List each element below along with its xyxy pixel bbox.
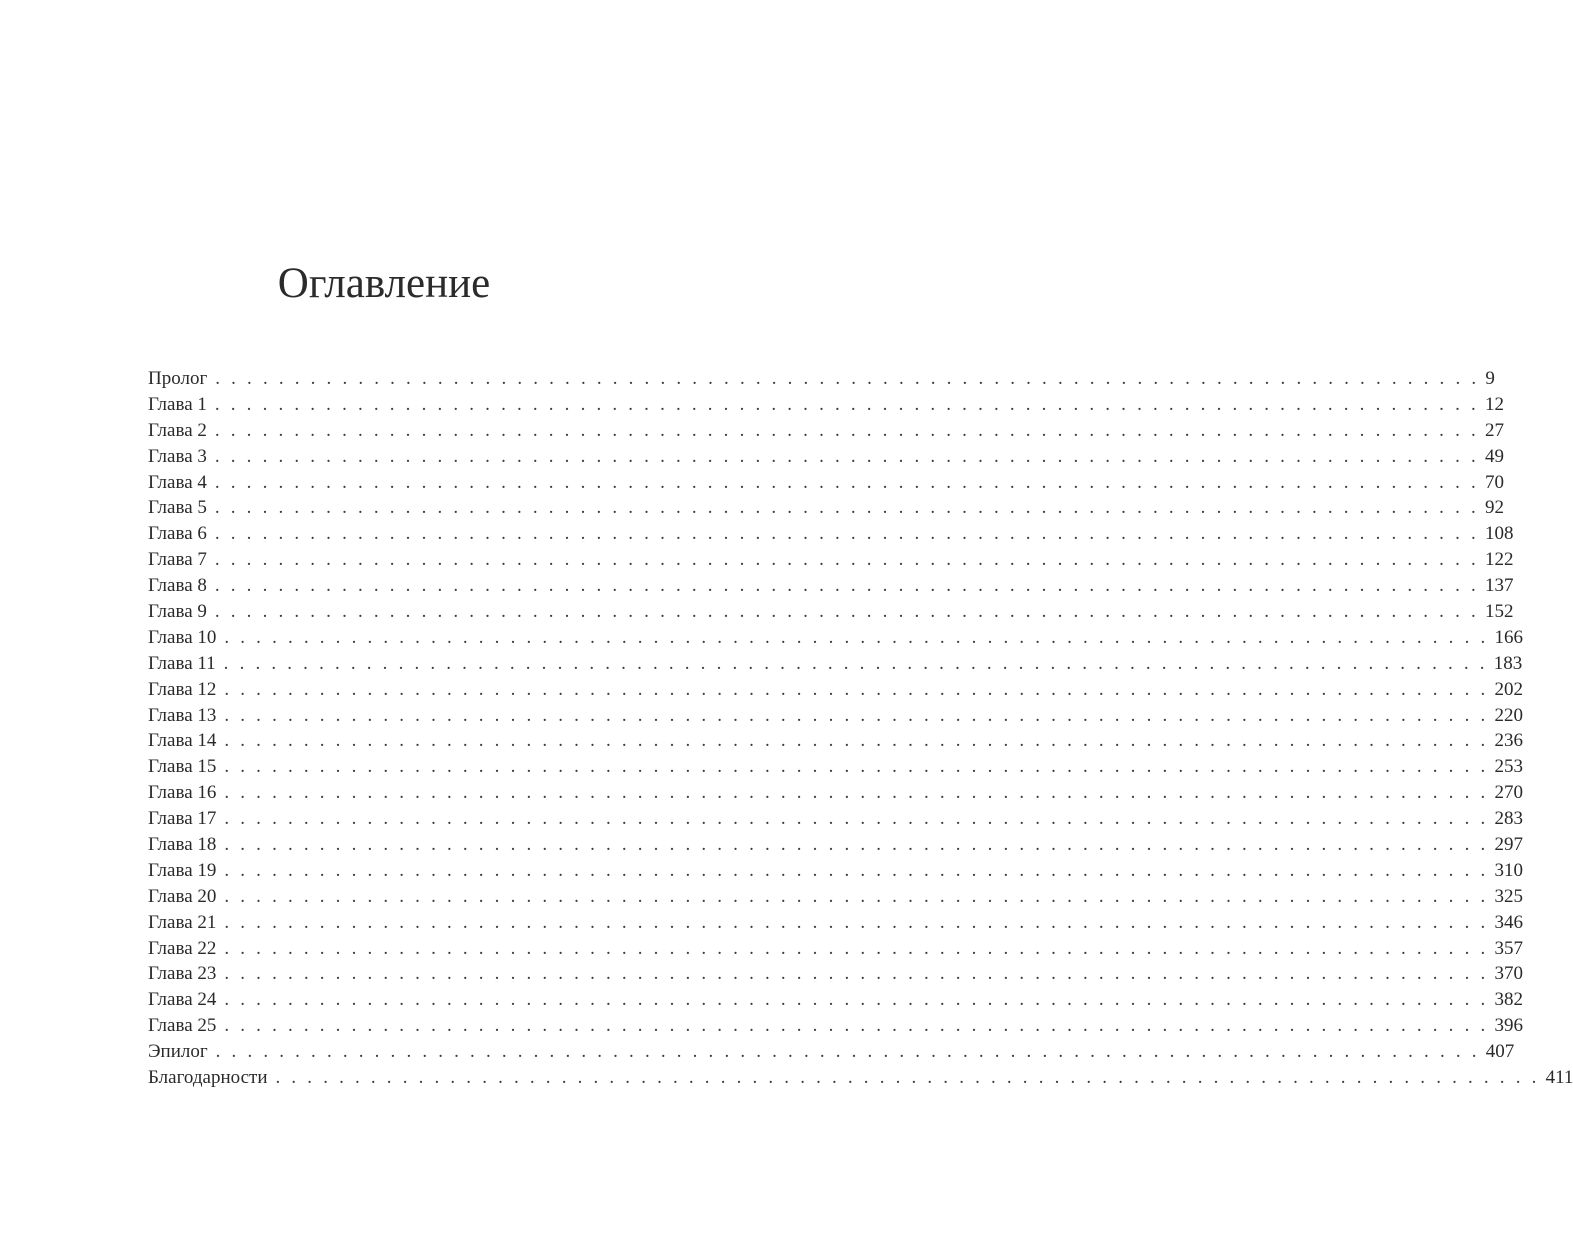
toc-entry xyxy=(148,858,1523,884)
toc-entry xyxy=(148,754,1523,780)
toc-dot-leader: . . . . . . . . . . . . . . . . . . . . . . . . . . . . . . . . . . . . . . . . . . . . . . . . . . . . . . . . . . . . . . . . . . . . . . . . . . . . . . . . xyxy=(224,1015,1489,1037)
toc-entry-label: Глава 2 xyxy=(148,419,207,441)
toc-entry-page-number: 325 xyxy=(1494,885,1523,907)
toc-entry xyxy=(148,392,1504,418)
toc-entry-label: Глава 22 xyxy=(148,937,217,959)
toc-entry-page-number: 108 xyxy=(1484,523,1514,545)
toc-entry xyxy=(148,573,1514,599)
toc-dot-leader: . . . . . . . . . . . . . . . . . . . . . . . . . . . . . . . . . . . . . . . . . . . . . . . . . . . . . . . . . . . . . . . . . . . . . . . . . . . . . . . . xyxy=(214,601,1479,623)
toc-dot-leader: . . . . . . . . . . . . . . . . . . . . . . . . . . . . . . . . . . . . . . . . . . . . . . . . . . . . . . . . . . . . . . . . . . . . . . . . . . . . . . . . xyxy=(224,808,1489,830)
toc-dot-leader: . . . . . . . . . . . . . . . . . . . . . . . . . . . . . . . . . . . . . . . . . . . . . . . . . . . . . . . . . . . . . . . . . . . . . . . . . . . . . . . . xyxy=(214,471,1479,493)
toc-entry-label: Глава 14 xyxy=(148,730,217,752)
toc-entry-label: Глава 7 xyxy=(148,549,207,571)
toc-dot-leader: . . . . . . . . . . . . . . . . . . . . . . . . . . . . . . . . . . . . . . . . . . . . . . . . . . . . . . . . . . . . . . . . . . . . . . . . . . . . . . . . xyxy=(224,834,1489,856)
toc-entry-page-number: 152 xyxy=(1484,601,1514,623)
toc-entry-label: Глава 24 xyxy=(148,989,217,1011)
toc-entry-page-number: 122 xyxy=(1484,549,1514,571)
toc-entry-label: Глава 1 xyxy=(148,393,207,415)
toc-entry-label: Глава 3 xyxy=(148,445,207,467)
toc-entry-page-number: 166 xyxy=(1494,626,1523,648)
toc-entry-page-number: 370 xyxy=(1494,963,1523,985)
toc-dot-leader: . . . . . . . . . . . . . . . . . . . . . . . . . . . . . . . . . . . . . . . . . . . . . . . . . . . . . . . . . . . . . . . . . . . . . . . . . . . . . . . . xyxy=(214,419,1479,441)
toc-entry-page-number: 253 xyxy=(1494,756,1523,778)
toc-entry-label: Глава 8 xyxy=(148,575,207,597)
toc-dot-leader: . . . . . . . . . . . . . . . . . . . . . . . . . . . . . . . . . . . . . . . . . . . . . . . . . . . . . . . . . . . . . . . . . . . . . . . . . . . . . . . . xyxy=(223,652,1488,674)
toc-entry-page-number: 283 xyxy=(1494,808,1523,830)
toc-entry-page-number: 27 xyxy=(1484,419,1504,441)
toc-dot-leader: . . . . . . . . . . . . . . . . . . . . . . . . . . . . . . . . . . . . . . . . . . . . . . . . . . . . . . . . . . . . . . . . . . . . . . . . . . . . . . . . xyxy=(224,704,1489,726)
toc-entry-page-number: 183 xyxy=(1493,652,1523,674)
toc-entry xyxy=(148,651,1523,677)
toc-entry-label: Глава 25 xyxy=(148,1015,217,1037)
toc-entry-label: Глава 4 xyxy=(148,471,207,493)
toc-entry-label: Глава 18 xyxy=(148,834,217,856)
toc-dot-leader: . . . . . . . . . . . . . . . . . . . . . . . . . . . . . . . . . . . . . . . . . . . . . . . . . . . . . . . . . . . . . . . . . . . . . . . . . . . . . . . . xyxy=(214,497,1479,519)
toc-entry xyxy=(148,806,1523,832)
toc-entry xyxy=(148,728,1523,754)
toc-entry-label: Глава 17 xyxy=(148,808,217,830)
toc-entry xyxy=(148,832,1523,858)
toc-dot-leader: . . . . . . . . . . . . . . . . . . . . . . . . . . . . . . . . . . . . . . . . . . . . . . . . . . . . . . . . . . . . . . . . . . . . . . . . . . . . . . . . xyxy=(224,730,1489,752)
toc-entry xyxy=(148,884,1523,910)
toc-dot-leader: . . . . . . . . . . . . . . . . . . . . . . . . . . . . . . . . . . . . . . . . . . . . . . . . . . . . . . . . . . . . . . . . . . . . . . . . . . . . . . . . xyxy=(214,575,1479,597)
toc-entry-label: Эпилог xyxy=(148,1041,208,1063)
toc-entry-label: Глава 5 xyxy=(148,497,207,519)
toc-entry-label: Глава 21 xyxy=(148,911,217,933)
toc-entry-page-number: 346 xyxy=(1494,911,1523,933)
toc-entry xyxy=(148,366,1495,392)
toc-dot-leader: . . . . . . . . . . . . . . . . . . . . . . . . . . . . . . . . . . . . . . . . . . . . . . . . . . . . . . . . . . . . . . . . . . . . . . . . . . . . . . . . xyxy=(224,756,1489,778)
toc-entry-page-number: 297 xyxy=(1494,834,1523,856)
toc-dot-leader: . . . . . . . . . . . . . . . . . . . . . . . . . . . . . . . . . . . . . . . . . . . . . . . . . . . . . . . . . . . . . . . . . . . . . . . . . . . . . . . . xyxy=(224,678,1489,700)
toc-entry-page-number: 220 xyxy=(1494,704,1523,726)
toc-entry-label: Глава 19 xyxy=(148,859,217,881)
toc-entry xyxy=(148,418,1504,444)
toc-dot-leader: . . . . . . . . . . . . . . . . . . . . . . . . . . . . . . . . . . . . . . . . . . . . . . . . . . . . . . . . . . . . . . . . . . . . . . . . . . . . . . . . xyxy=(214,549,1479,571)
toc-entry xyxy=(148,547,1514,573)
toc-dot-leader: . . . . . . . . . . . . . . . . . . . . . . . . . . . . . . . . . . . . . . . . . . . . . . . . . . . . . . . . . . . . . . . . . . . . . . . . . . . . . . . . xyxy=(275,1067,1540,1089)
toc-dot-leader: . . . . . . . . . . . . . . . . . . . . . . . . . . . . . . . . . . . . . . . . . . . . . . . . . . . . . . . . . . . . . . . . . . . . . . . . . . . . . . . . xyxy=(214,393,1479,415)
toc-entry-label: Глава 10 xyxy=(148,626,217,648)
toc-entry xyxy=(148,677,1523,703)
toc-entry-label: Глава 12 xyxy=(148,678,217,700)
toc-entry xyxy=(148,910,1523,936)
toc-entry-page-number: 310 xyxy=(1494,859,1523,881)
toc-entry-page-number: 12 xyxy=(1484,393,1504,415)
toc-dot-leader: . . . . . . . . . . . . . . . . . . . . . . . . . . . . . . . . . . . . . . . . . . . . . . . . . . . . . . . . . . . . . . . . . . . . . . . . . . . . . . . . xyxy=(224,782,1489,804)
toc-entry xyxy=(148,780,1523,806)
toc-entry-page-number: 382 xyxy=(1494,989,1523,1011)
toc-dot-leader: . . . . . . . . . . . . . . . . . . . . . . . . . . . . . . . . . . . . . . . . . . . . . . . . . . . . . . . . . . . . . . . . . . . . . . . . . . . . . . . . xyxy=(224,859,1489,881)
toc-dot-leader: . . . . . . . . . . . . . . . . . . . . . . . . . . . . . . . . . . . . . . . . . . . . . . . . . . . . . . . . . . . . . . . . . . . . . . . . . . . . . . . . xyxy=(224,911,1489,933)
toc-entry xyxy=(148,625,1523,651)
toc-dot-leader: . . . . . . . . . . . . . . . . . . . . . . . . . . . . . . . . . . . . . . . . . . . . . . . . . . . . . . . . . . . . . . . . . . . . . . . . . . . . . . . . xyxy=(215,368,1480,389)
toc-dot-leader: . . . . . . . . . . . . . . . . . . . . . . . . . . . . . . . . . . . . . . . . . . . . . . . . . . . . . . . . . . . . . . . . . . . . . . . . . . . . . . . . xyxy=(224,989,1489,1011)
toc-dot-leader: . . . . . . . . . . . . . . . . . . . . . . . . . . . . . . . . . . . . . . . . . . . . . . . . . . . . . . . . . . . . . . . . . . . . . . . . . . . . . . . . xyxy=(224,963,1489,985)
toc-entry-label: Глава 11 xyxy=(148,652,216,674)
toc-entry-label: Глава 23 xyxy=(148,963,217,985)
toc-entry-label: Глава 6 xyxy=(148,523,207,545)
toc-dot-leader: . . . . . . . . . . . . . . . . . . . . . . . . . . . . . . . . . . . . . . . . . . . . . . . . . . . . . . . . . . . . . . . . . . . . . . . . . . . . . . . . xyxy=(215,1041,1480,1063)
toc-dot-leader: . . . . . . . . . . . . . . . . . . . . . . . . . . . . . . . . . . . . . . . . . . . . . . . . . . . . . . . . . . . . . . . . . . . . . . . . . . . . . . . . xyxy=(224,626,1489,648)
toc-entry xyxy=(148,1065,1573,1091)
table-of-contents xyxy=(148,366,1573,1091)
toc-entry xyxy=(148,1013,1523,1039)
toc-entry-page-number: 137 xyxy=(1484,575,1514,597)
toc-entry xyxy=(148,495,1504,521)
toc-entry-page-number: 357 xyxy=(1494,937,1523,959)
toc-entry xyxy=(148,470,1504,496)
toc-entry-page-number: 202 xyxy=(1494,678,1523,700)
toc-entry-page-number: 270 xyxy=(1494,782,1523,804)
toc-entry-label: Глава 16 xyxy=(148,782,217,804)
toc-entry xyxy=(148,1039,1515,1065)
toc-entry-page-number: 396 xyxy=(1494,1015,1523,1037)
toc-entry-page-number: 92 xyxy=(1484,497,1504,519)
toc-entry xyxy=(148,521,1514,547)
toc-entry-label: Глава 13 xyxy=(148,704,217,726)
toc-entry-label: Пролог xyxy=(148,368,208,389)
toc-entry xyxy=(148,444,1504,470)
toc-entry xyxy=(148,987,1523,1013)
toc-entry xyxy=(148,703,1523,729)
toc-entry-page-number: 70 xyxy=(1484,471,1504,493)
page-title: Оглавление xyxy=(277,260,491,307)
toc-dot-leader: . . . . . . . . . . . . . . . . . . . . . . . . . . . . . . . . . . . . . . . . . . . . . . . . . . . . . . . . . . . . . . . . . . . . . . . . . . . . . . . . xyxy=(224,937,1489,959)
toc-dot-leader: . . . . . . . . . . . . . . . . . . . . . . . . . . . . . . . . . . . . . . . . . . . . . . . . . . . . . . . . . . . . . . . . . . . . . . . . . . . . . . . . xyxy=(214,445,1479,467)
toc-entry-label: Глава 9 xyxy=(148,601,207,623)
toc-entry-page-number: 236 xyxy=(1494,730,1523,752)
toc-entry-label: Глава 15 xyxy=(148,756,217,778)
toc-entry-page-number: 49 xyxy=(1484,445,1504,467)
toc-entry-page-number: 411 xyxy=(1545,1067,1573,1089)
toc-entry-label: Глава 20 xyxy=(148,885,217,907)
toc-dot-leader: . . . . . . . . . . . . . . . . . . . . . . . . . . . . . . . . . . . . . . . . . . . . . . . . . . . . . . . . . . . . . . . . . . . . . . . . . . . . . . . . xyxy=(224,885,1489,907)
toc-entry xyxy=(148,961,1523,987)
toc-entry xyxy=(148,599,1514,625)
toc-entry-page-number: 9 xyxy=(1485,368,1495,389)
toc-dot-leader: . . . . . . . . . . . . . . . . . . . . . . . . . . . . . . . . . . . . . . . . . . . . . . . . . . . . . . . . . . . . . . . . . . . . . . . . . . . . . . . . xyxy=(214,523,1479,545)
toc-entry xyxy=(148,936,1523,962)
toc-entry-label: Благодарности xyxy=(148,1067,268,1089)
toc-entry-page-number: 407 xyxy=(1485,1041,1515,1063)
